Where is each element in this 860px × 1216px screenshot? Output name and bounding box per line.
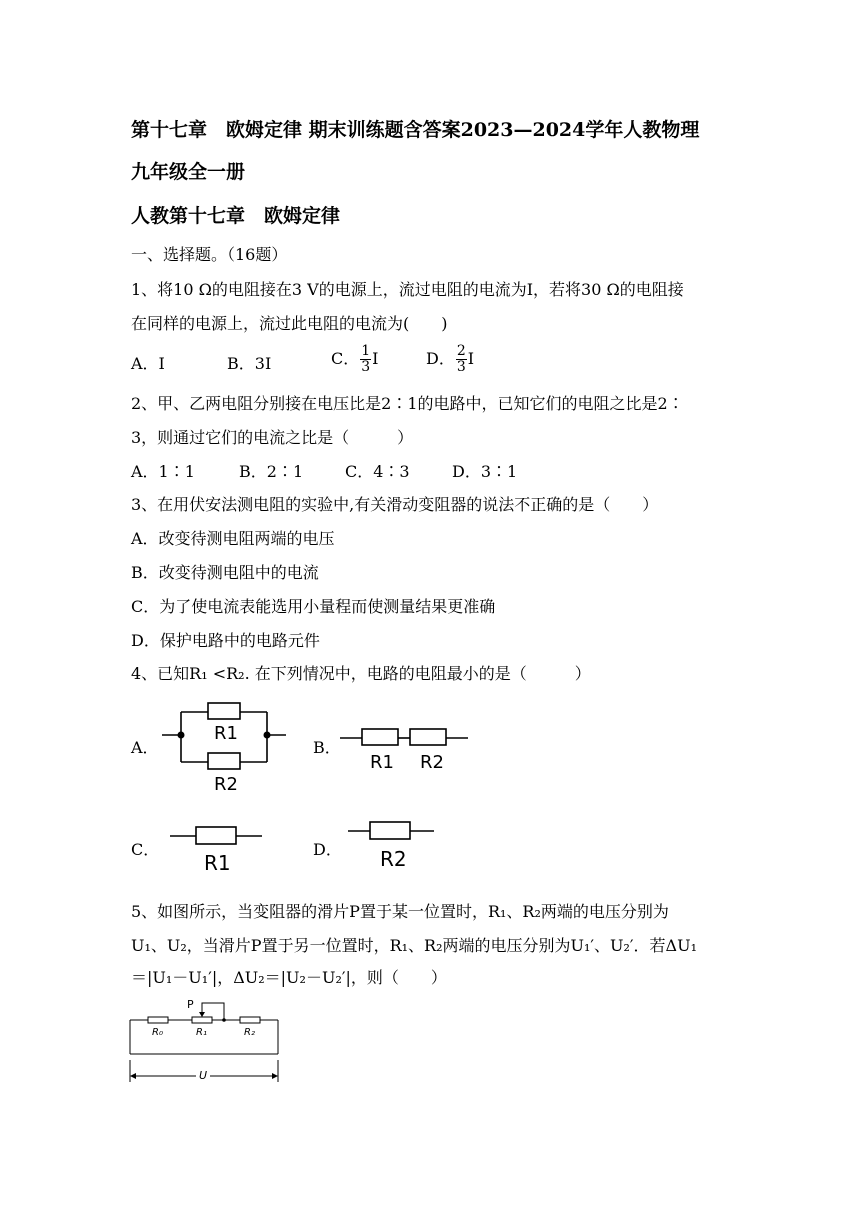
q1-option-c-fraction (360, 344, 371, 375)
q1-option-b: B．3I (227, 354, 272, 373)
q1-option-c-suffix: I (372, 349, 379, 368)
q4-option-d-label: D． (313, 840, 342, 859)
q3-line-1: 3、在用伏安法测电阻的实验中,有关滑动变阻器的说法不正确的是（ ） (131, 495, 659, 514)
label-r1: R1 (370, 752, 394, 773)
label-r1: R₁ (196, 1027, 207, 1038)
q1-option-d-fraction (456, 344, 467, 375)
doc-title-line-1: 第十七章 欧姆定律 期末训练题含答案2023—2024学年人教物理 (131, 119, 700, 141)
q4-option-b-label: B． (313, 738, 341, 757)
q1-option-d (426, 344, 474, 375)
fraction-numerator: 1 (361, 343, 371, 359)
q4-circuit-a-parallel (162, 698, 286, 798)
q5-line-2: U₁、U₂，当滑片P置于另一位置时，R₁、R₂两端的电压分别为U₁′、U₂′．若ΔU₁ (131, 936, 698, 955)
label-r1: R1 (214, 723, 238, 744)
q2-option-c: C．4∶3 (345, 462, 410, 481)
q1-option-d-suffix: I (467, 349, 475, 368)
q1-option-c-prefix: C． (331, 349, 360, 368)
q2-line-1: 2、甲、乙两电阻分别接在电压比是2∶1的电路中，已知它们的电阻之比是2∶ (131, 394, 684, 413)
q3-option-b: B．改变待测电阻中的电流 (131, 563, 319, 582)
q5-line-1: 5、如图所示，当变阻器的滑片P置于某一位置时，R₁、R₂两端的电压分别为 (131, 902, 669, 921)
label-r2: R2 (420, 752, 444, 773)
label-r1: R1 (204, 851, 231, 875)
q2-option-b: B．2∶1 (239, 462, 304, 481)
q3-option-a: A．改变待测电阻两端的电压 (131, 529, 335, 548)
q2-option-a: A．1∶1 (131, 462, 195, 481)
q1-option-c (331, 344, 379, 375)
doc-title-line-2: 九年级全一册 (131, 161, 246, 183)
q4-circuit-b-series (340, 724, 468, 774)
q1-line-2: 在同样的电源上，流过此电阻的电流为( ) (131, 314, 448, 333)
doc-subtitle: 人教第十七章 欧姆定律 (131, 205, 341, 227)
q1-option-d-prefix: D． (426, 349, 455, 368)
q1-option-a: A．I (131, 354, 165, 373)
q5-circuit-diagram (128, 996, 284, 1086)
fraction-denominator: 3 (456, 359, 466, 375)
q5-line-3: ＝|U₁－U₁′|，ΔU₂＝|U₂－U₂′|，则（ ） (131, 968, 447, 987)
fraction-denominator: 3 (361, 359, 371, 375)
q4-line-1: 4、已知R₁ <R₂. 在下列情况中，电路的电阻最小的是（ ） (131, 664, 591, 683)
q2-option-d: D．3∶1 (452, 462, 518, 481)
label-p: P (187, 998, 194, 1011)
q3-option-c: C．为了使电流表能选用小量程而使测量结果更准确 (131, 597, 496, 616)
label-r2: R₂ (244, 1027, 255, 1038)
label-r2: R2 (214, 774, 238, 795)
q4-circuit-d-r2 (348, 818, 438, 874)
q3-option-d: D．保护电路中的电路元件 (131, 631, 320, 650)
q4-circuit-c-r1 (170, 822, 266, 878)
label-r0: R₀ (152, 1027, 163, 1038)
q2-line-2: 3，则通过它们的电流之比是（ ） (131, 428, 414, 447)
q4-option-c-label: C． (131, 840, 160, 859)
q1-line-1: 1、将10 Ω的电阻接在3 V的电源上，流过电阻的电流为I，若将30 Ω的电阻接 (131, 280, 684, 299)
label-u: U (199, 1069, 208, 1082)
section-heading: 一、选择题。（16题） (131, 245, 288, 264)
q4-option-a-label: A． (131, 738, 159, 757)
fraction-numerator: 2 (456, 343, 466, 359)
label-r2: R2 (380, 847, 407, 871)
